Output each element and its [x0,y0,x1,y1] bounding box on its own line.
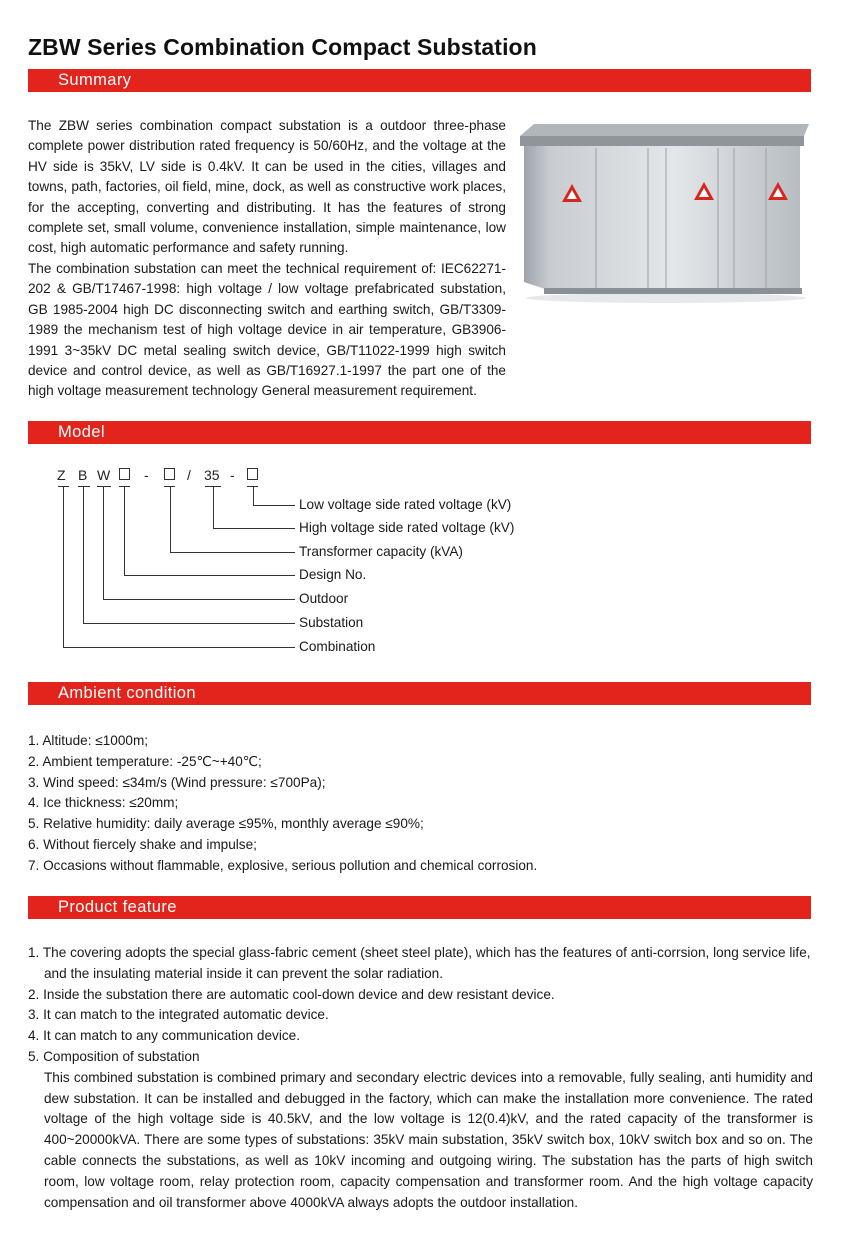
ambient-list [28,731,537,877]
code-dash-2: - [230,467,235,483]
list-item: 1. Altitude: ≤1000m; [28,733,149,748]
model-label-hv-voltage: High voltage side rated voltage (kV) [299,520,515,535]
model-label-substation: Substation [299,615,364,630]
section-bar-model: Model [28,421,811,444]
code-letter-b: B [78,467,88,483]
code-letter-z: Z [57,467,66,483]
list-item: 5. Relative humidity: daily average ≤95%, monthly average ≤90%; [28,816,424,832]
model-label-outdoor: Outdoor [299,591,349,606]
list-item: 2. Ambient temperature: -25℃~+40℃; [28,753,262,769]
model-label-capacity: Transformer capacity (kVA) [299,544,463,559]
section-bar-ambient: Ambient condition [28,682,811,705]
code-box-capacity [164,468,175,480]
list-item: 4. Ice thickness: ≤20mm; [28,795,179,811]
feature-list [28,943,813,1213]
code-slash: / [187,467,191,483]
summary-paragraph-2: The combination substation can meet the technical requirement of: IEC62271-202 & GB/T17467-1998: high voltage / low voltage prefabricated substation, GB 1985-2004 high DC disconnecting switch and earthing switch, GB/T3309-1989 the mechanism test of high voltage device in air temperature, GB3906-1991 3~35kV DC metal sealing switch device, GB/T11022-1999 high switch device and control device, as well as GB/T16927.1-1997 the part one of the high voltage measurement technology General measurement requirement. [28,261,506,399]
code-hv-number: 35 [204,467,220,483]
model-label-design: Design No. [299,567,367,582]
section-bar-feature: Product feature [28,896,811,919]
code-dash-1: - [144,467,149,483]
list-item: 7. Occasions without flammable, explosive, serious pollution and chemical corrosion. [28,857,538,873]
list-item: 3. Wind speed: ≤34m/s (Wind pressure: ≤700Pa); [28,774,326,790]
page-title: ZBW Series Combination Compact Substation [28,34,537,60]
list-item: 2. Inside the substation there are automatic cool-down device and dew resistant device. [28,986,555,1002]
list-item: 1. The covering adopts the special glass-fabric cement (sheet steel plate), which has the features of anti-corrsion, long service life, and the insulating material inside it can prevent the solar radiation. [28,945,811,981]
section-bar-summary: Summary [28,69,811,92]
model-label-combination: Combination [299,639,376,654]
list-item: 6. Without fiercely shake and impulse; [28,836,257,852]
code-box-design [119,468,130,480]
list-item: 4. It can match to any communication device. [28,1028,301,1044]
summary-paragraph-1: The ZBW series combination compact substation is a outdoor three-phase complete power distribution rated frequency is 50/60Hz, and the voltage at the HV side is 35kV, LV side is 0.4kV. It can be used in the cities, villages and towns, path, factories, oil field, mine, dock, as well as constructive work places, for the accepting, converting and distributing. It has the features of strong complete set, small volume, convenience installation, simple maintenance, low cost, high automatic performance and safety running. [28,118,506,256]
code-letter-w: W [97,467,111,483]
list-item: 5. Composition of substation [28,1048,200,1064]
list-item: 3. It can match to the integrated automatic device. [28,1007,329,1023]
model-label-lv-voltage: Low voltage side rated voltage (kV) [299,497,512,512]
code-box-lv [247,468,258,480]
composition-paragraph: This combined substation is combined primary and secondary electric devices into a removable, fully sealing, anti humidity and dew substation. It can be installed and debugged in the factory, which can make the installation more convenience. The rated voltage of the high voltage side is 40.5kV, and the low voltage is 12(0.4)kV, and the rated capacity of the transformer is 400~20000kVA. There are some types of substations: 35kV main substation, 35kV switch box, 10kV switch box and so on. The cable connects the substations, as well as 10kV incoming and outgoing wiring. The substation has the parts of high switch room, low voltage room, relay protection room, capacity compensation and transformer room. And the high voltage capacity compensation and oil transformer above 4000kVA always adopts the outdoor installation. [44,1069,813,1210]
substation-photo [516,122,809,304]
